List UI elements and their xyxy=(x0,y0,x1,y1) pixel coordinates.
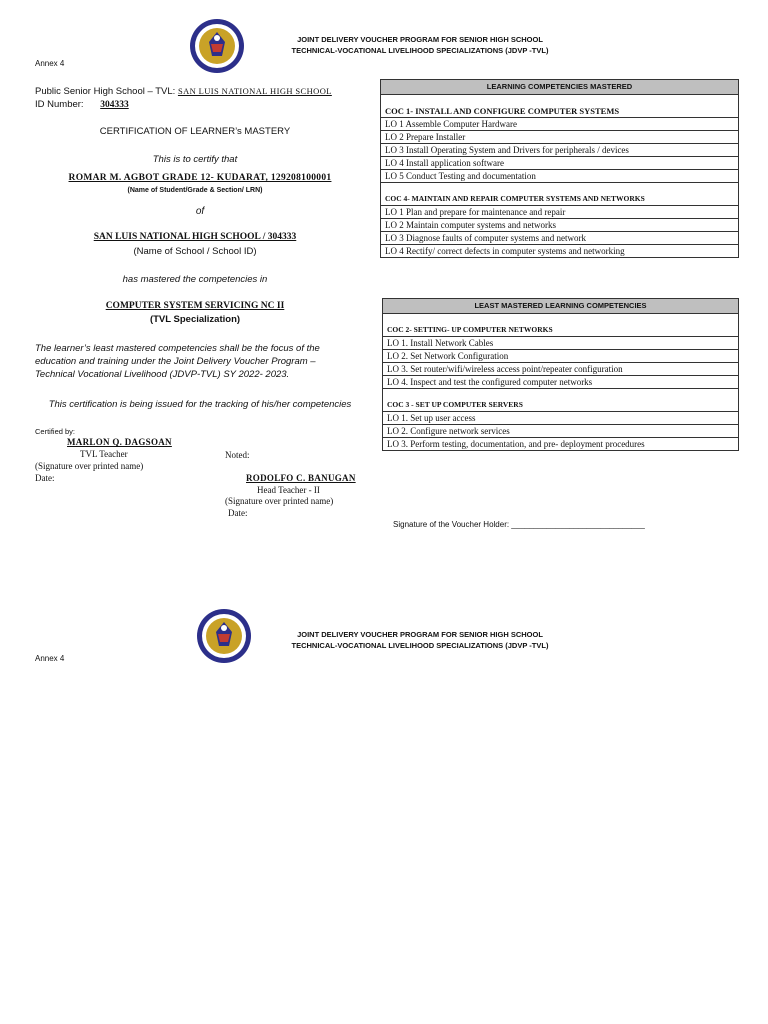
lo-item: LO 3 Diagnose faults of computer systems and network xyxy=(381,232,739,245)
certify-line: This is to certify that xyxy=(152,154,238,165)
lo-item: LO 3. Set router/wifi/wireless access point/repeater configuration xyxy=(383,363,739,376)
program-caption: (TVL Specialization) xyxy=(149,314,241,325)
signer2-caption: (Signature over printed name) xyxy=(225,496,334,506)
school-row xyxy=(35,86,332,97)
signer2-name: RODOLFO C. BANUGAN xyxy=(246,473,356,483)
signer2-date: Date: xyxy=(228,508,248,518)
student-caption: (Name of Student/Grade & Section/ LRN) xyxy=(127,187,263,194)
student-name: ROMAR M. AGBOT GRADE 12- KUDARAT, 129208100001 xyxy=(68,173,332,183)
lo-item: LO 2 Prepare Installer xyxy=(381,131,739,144)
signer1-date: Date: xyxy=(35,473,55,483)
signer2-title: Head Teacher - II xyxy=(257,485,320,495)
id-row xyxy=(35,99,129,110)
least-table-title: LEAST MASTERED LEARNING COMPETENCIES xyxy=(383,299,739,314)
header xyxy=(270,34,570,56)
header-line1: JOINT DELIVERY VOUCHER PROGRAM FOR SENIOR HIGH SCHOOL xyxy=(297,630,543,639)
least-mastered-table xyxy=(382,298,739,451)
header-line2: TECHNICAL-VOCATIONAL LIVELIHOOD SPECIALIZATIONS (JDVP -TVL) xyxy=(291,46,549,55)
deped-seal-icon xyxy=(196,608,252,664)
mastered-line: has mastered the competencies in xyxy=(122,274,268,285)
school-label: Public Senior High School – TVL: xyxy=(35,86,176,97)
lo-item: LO 2. Set Network Configuration xyxy=(383,350,739,363)
deped-seal-icon xyxy=(189,18,245,74)
signer1-name: MARLON Q. DAGSOAN xyxy=(67,437,172,447)
annex-label: Annex 4 xyxy=(35,59,65,68)
lo-item: LO 4. Inspect and test the configured computer networks xyxy=(383,376,739,389)
lo-item: LO 1 Plan and prepare for maintenance and repair xyxy=(381,206,739,219)
issued-line: This certification is being issued for the tracking of his/her competencies xyxy=(48,399,352,410)
lo-item: LO 1 Assemble Computer Hardware xyxy=(381,118,739,131)
school-line: SAN LUIS NATIONAL HIGH SCHOOL / 304333 xyxy=(93,232,297,242)
cert-title: CERTIFICATION OF LEARNER’s MASTERY xyxy=(99,126,291,137)
header-line1: JOINT DELIVERY VOUCHER PROGRAM FOR SENIOR HIGH SCHOOL xyxy=(297,35,543,44)
lo-item: LO 4 Rectify/ correct defects in computer systems and networking xyxy=(381,245,739,258)
lo-item: LO 5 Conduct Testing and documentation xyxy=(381,170,739,183)
id-value: 304333 xyxy=(100,100,129,110)
lo-item: LO 1. Install Network Cables xyxy=(383,337,739,350)
mastered-table xyxy=(380,79,739,258)
signer1-caption: (Signature over printed name) xyxy=(35,461,144,471)
program-name: COMPUTER SYSTEM SERVICING NC II xyxy=(105,301,285,311)
lo-item: LO 3 Install Operating System and Drivers for peripherals / devices xyxy=(381,144,739,157)
of-line: of xyxy=(195,206,205,217)
lo-item: LO 1. Set up user access xyxy=(383,412,739,425)
coc-heading: COC 2- SETTING- UP COMPUTER NETWORKS xyxy=(383,324,739,337)
header-page2 xyxy=(270,629,570,651)
annex-label: Annex 4 xyxy=(35,654,65,663)
id-label: ID Number: xyxy=(35,99,84,110)
lo-item: LO 3. Perform testing, documentation, and pre- deployment procedures xyxy=(383,438,739,451)
lo-item: LO 4 Install application software xyxy=(381,157,739,170)
school-value: SAN LUIS NATIONAL HIGH SCHOOL xyxy=(177,86,332,96)
header-line2: TECHNICAL-VOCATIONAL LIVELIHOOD SPECIALIZATIONS (JDVP -TVL) xyxy=(291,641,549,650)
coc-heading: COC 1- INSTALL AND CONFIGURE COMPUTER SYSTEMS xyxy=(381,105,739,118)
mastered-table-title: LEARNING COMPETENCIES MASTERED xyxy=(381,80,739,95)
certified-by: Certified by: xyxy=(35,427,76,436)
lo-item: LO 2 Maintain computer systems and networks xyxy=(381,219,739,232)
school-caption: (Name of School / School ID) xyxy=(133,246,257,257)
voucher-signature: Signature of the Voucher Holder: ______________________________ xyxy=(393,520,645,529)
coc-heading: COC 4- MAINTAIN AND REPAIR COMPUTER SYSTEMS AND NETWORKS xyxy=(381,193,739,206)
signer1-title: TVL Teacher xyxy=(80,449,128,459)
lo-item: LO 2. Configure network services xyxy=(383,425,739,438)
coc-heading: COC 3 - SET UP COMPUTER SERVERS xyxy=(383,399,739,412)
noted-label: Noted: xyxy=(225,450,250,460)
paragraph: The learner’s least mastered competencies shall be the focus of the education and training under the Joint Delivery Voucher Program – Technical Vocational Livelihood (JDVP-TVL) SY 2022- 2023. xyxy=(35,343,320,380)
